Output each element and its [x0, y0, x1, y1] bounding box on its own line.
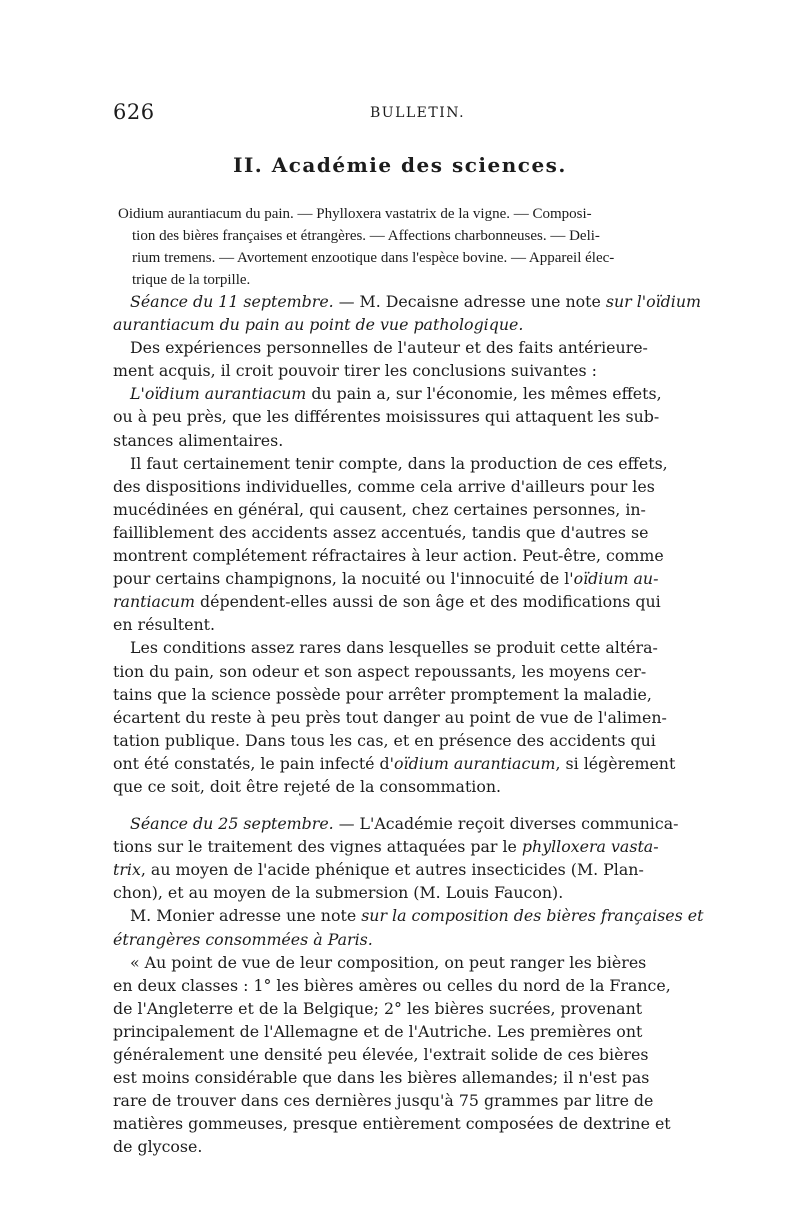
- paragraph-line: Il faut certainement tenir compte, dans la production de ces effets,: [130, 453, 668, 473]
- paragraph-line: des dispositions individuelles, comme cela arrive d'ailleurs pour les: [113, 476, 655, 496]
- section-summary: [118, 203, 696, 291]
- article-body: [113, 290, 704, 1158]
- note-title: aurantiacum du pain au point de vue pathologique.: [113, 315, 524, 335]
- paragraph-line: tains que la science possède pour arrêter promptement la maladie,: [113, 684, 652, 704]
- paragraph-line: ment acquis, il croit pouvoir tirer les conclusions suivantes :: [113, 361, 597, 381]
- summary-line: rium tremens. — Avortement enzootique dans l'espèce bovine. — Appareil élec-: [132, 250, 615, 266]
- paragraph-line: [113, 313, 698, 336]
- running-title: BULLETIN.: [370, 105, 466, 121]
- paragraph-line: M. Monier adresse une note sur la composition des bières françaises et: [130, 906, 704, 926]
- paragraph: [113, 452, 698, 637]
- summary-line: Oidium aurantiacum du pain. — Phylloxera vastatrix de la vigne. — Composi-: [118, 206, 592, 222]
- paragraph-line: rantiacum dépendent-elles aussi de son âge et des modifications qui: [113, 592, 661, 612]
- paragraph-line: Séance du 25 septembre. — L'Académie reçoit diverses communica-: [130, 814, 679, 834]
- paragraph-line: ou à peu près, que les différentes moisissures qui attaquent les sub-: [113, 407, 660, 427]
- paragraph-line: stances alimentaires.: [113, 430, 284, 450]
- paragraph-line: que ce soit, doit être rejeté de la consommation.: [113, 776, 502, 796]
- paragraph-line: tions sur le traitement des vignes attaquées par le phylloxera vasta-: [113, 837, 659, 857]
- paragraph-line: de l'Angleterre et de la Belgique; 2° les bières sucrées, provenant: [113, 998, 643, 1018]
- section-heading: II. Académie des sciences.: [233, 153, 567, 177]
- paragraph-line: de glycose.: [113, 1137, 203, 1157]
- paragraph: [113, 382, 698, 451]
- summary-line: tion des bières françaises et étrangères. — Affections charbonneuses. — Deli-: [132, 228, 600, 244]
- paragraph-line: chon), et au moyen de la submersion (M. Louis Faucon).: [113, 883, 564, 903]
- paragraph: [113, 904, 704, 950]
- paragraph-line: L'oïdium aurantiacum du pain a, sur l'économie, les mêmes effets,: [130, 384, 662, 404]
- paragraph-line: montrent complétement réfractaires à leur action. Peut-être, comme: [113, 546, 664, 566]
- paragraph-line: Les conditions assez rares dans lesquelles se produit cette altéra-: [130, 638, 658, 658]
- running-head: [113, 100, 698, 130]
- session-25-september: [113, 812, 698, 904]
- paragraph-line: en deux classes : 1° les bières amères ou celles du nord de la France,: [113, 975, 671, 995]
- paragraph-line: en résultent.: [113, 615, 216, 635]
- session-date: Séance du 25 septembre.: [130, 814, 334, 834]
- paragraph-line: « Au point de vue de leur composition, on peut ranger les bières: [130, 952, 647, 972]
- note-title: sur la composition des bières françaises et: [361, 906, 704, 926]
- paragraph-line: généralement une densité peu élevée, l'extrait solide de ces bières: [113, 1045, 649, 1064]
- paragraph-line: trix, au moyen de l'acide phénique et autres insecticides (M. Plan-: [113, 860, 644, 880]
- paragraph-line: est moins considérable que dans les bières allemandes; il n'est pas: [113, 1068, 650, 1088]
- paragraph-line: principalement de l'Allemagne et de l'Autriche. Les premières ont: [113, 1021, 643, 1041]
- note-title: étrangères consommées à Paris.: [113, 929, 373, 949]
- session-date: Séance du 11 septembre.: [130, 292, 334, 311]
- paragraph-line: Des expériences personnelles de l'auteur et des faits antérieure-: [130, 338, 648, 358]
- paragraph-line: écartent du reste à peu près tout danger au point de vue de l'alimen-: [113, 707, 667, 727]
- session-11-september: [113, 290, 702, 336]
- paragraph: [113, 636, 698, 798]
- paragraph-line: matières gommeuses, presque entièrement composées de dextrine et: [113, 1114, 671, 1134]
- paragraph: [113, 336, 698, 382]
- summary-line: trique de la torpille.: [132, 272, 251, 288]
- paragraph-line: tation publique. Dans tous les cas, et en présence des accidents qui: [113, 730, 656, 750]
- paragraph-line: failliblement des accidents assez accentués, tandis que d'autres se: [113, 522, 649, 542]
- paragraph-line: [113, 928, 698, 951]
- page-number: 626: [113, 100, 155, 124]
- paragraph-line: tion du pain, son odeur et son aspect repoussants, les moyens cer-: [113, 661, 647, 681]
- paragraph-line: Séance du 11 septembre. — M. Decaisne adresse une note sur l'oïdium: [130, 292, 702, 311]
- note-title: sur l'oïdium: [605, 292, 702, 311]
- paragraph-line: pour certains champignons, la nocuité ou l'innocuité de l'oïdium au-: [113, 569, 659, 589]
- paragraph-line: mucédinées en général, qui causent, chez certaines personnes, in-: [113, 499, 646, 519]
- paragraph-line: rare de trouver dans ces dernières jusqu'à 75 grammes par litre de: [113, 1091, 654, 1111]
- paragraph-line: ont été constatés, le pain infecté d'oïdium aurantiacum, si légèrement: [113, 753, 676, 773]
- quotation: [113, 951, 698, 1159]
